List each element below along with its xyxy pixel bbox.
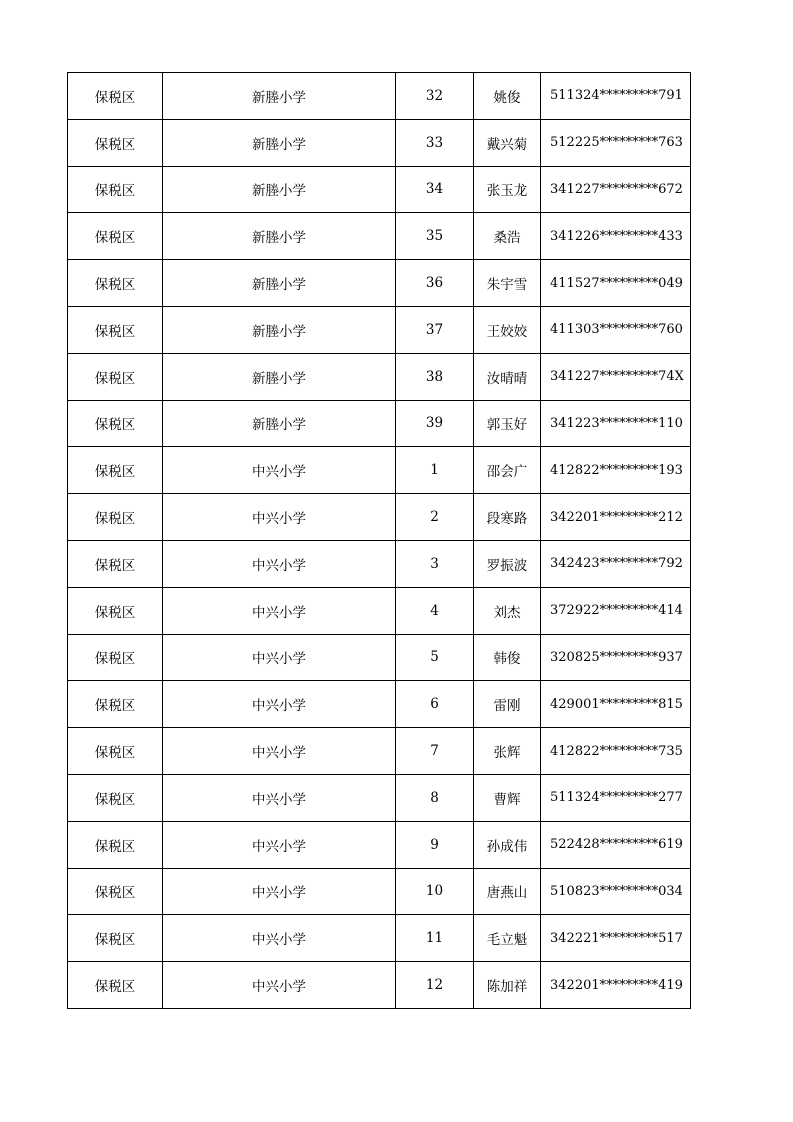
district-cell: 保税区 [68,774,163,821]
district-cell: 保税区 [68,962,163,1009]
district-cell: 保税区 [68,681,163,728]
name-cell: 桑浩 [474,213,541,260]
id-number-cell: 342221*********517 [541,915,691,962]
school-cell: 中兴小学 [163,868,396,915]
district-cell: 保税区 [68,868,163,915]
table-row [68,774,691,821]
name-cell: 陈加祥 [474,962,541,1009]
id-number-cell: 342201*********212 [541,494,691,541]
name-cell: 刘杰 [474,587,541,634]
number-cell: 6 [396,681,474,728]
school-cell: 中兴小学 [163,774,396,821]
name-cell: 雷刚 [474,681,541,728]
school-cell: 中兴小学 [163,915,396,962]
table-row [68,447,691,494]
number-cell: 32 [396,73,474,120]
district-cell: 保税区 [68,400,163,447]
table-row [68,353,691,400]
table-row [68,962,691,1009]
name-cell: 姚俊 [474,73,541,120]
id-number-cell: 372922*********414 [541,587,691,634]
district-cell: 保税区 [68,306,163,353]
table-row [68,306,691,353]
district-cell: 保税区 [68,213,163,260]
table-row [68,119,691,166]
id-number-cell: 342423*********792 [541,540,691,587]
number-cell: 33 [396,119,474,166]
district-cell: 保税区 [68,119,163,166]
table-row [68,494,691,541]
spreadsheet-page [67,72,691,1009]
id-number-cell: 511324*********277 [541,774,691,821]
school-cell: 新塍小学 [163,306,396,353]
number-cell: 2 [396,494,474,541]
school-cell: 中兴小学 [163,587,396,634]
district-cell: 保税区 [68,353,163,400]
name-cell: 郭玉好 [474,400,541,447]
school-cell: 新塍小学 [163,400,396,447]
table-row [68,587,691,634]
district-cell: 保税区 [68,915,163,962]
number-cell: 7 [396,728,474,775]
district-cell: 保税区 [68,540,163,587]
number-cell: 35 [396,213,474,260]
number-cell: 11 [396,915,474,962]
table-row [68,728,691,775]
id-number-cell: 411527*********049 [541,260,691,307]
table-row [68,634,691,681]
name-cell: 毛立魁 [474,915,541,962]
district-cell: 保税区 [68,587,163,634]
id-number-cell: 412822*********193 [541,447,691,494]
id-number-cell: 320825*********937 [541,634,691,681]
table-row [68,73,691,120]
name-cell: 朱宇雪 [474,260,541,307]
school-cell: 中兴小学 [163,821,396,868]
name-cell: 段寒路 [474,494,541,541]
district-cell: 保税区 [68,494,163,541]
number-cell: 4 [396,587,474,634]
id-number-cell: 341227*********74X [541,353,691,400]
id-number-cell: 411303*********760 [541,306,691,353]
id-number-cell: 511324*********791 [541,73,691,120]
id-number-cell: 412822*********735 [541,728,691,775]
name-cell: 孙成伟 [474,821,541,868]
number-cell: 39 [396,400,474,447]
name-cell: 戴兴菊 [474,119,541,166]
roster-table-body [68,73,691,1009]
number-cell: 9 [396,821,474,868]
name-cell: 汝晴晴 [474,353,541,400]
number-cell: 10 [396,868,474,915]
table-row [68,166,691,213]
id-number-cell: 512225*********763 [541,119,691,166]
id-number-cell: 341226*********433 [541,213,691,260]
table-row [68,213,691,260]
number-cell: 38 [396,353,474,400]
id-number-cell: 522428*********619 [541,821,691,868]
id-number-cell: 510823*********034 [541,868,691,915]
school-cell: 中兴小学 [163,728,396,775]
id-number-cell: 341223*********110 [541,400,691,447]
school-cell: 中兴小学 [163,540,396,587]
school-cell: 新塍小学 [163,119,396,166]
school-cell: 中兴小学 [163,634,396,681]
table-row [68,915,691,962]
number-cell: 1 [396,447,474,494]
number-cell: 37 [396,306,474,353]
name-cell: 王姣姣 [474,306,541,353]
district-cell: 保税区 [68,447,163,494]
id-number-cell: 341227*********672 [541,166,691,213]
school-cell: 中兴小学 [163,962,396,1009]
school-cell: 新塍小学 [163,353,396,400]
school-cell: 中兴小学 [163,447,396,494]
number-cell: 12 [396,962,474,1009]
district-cell: 保税区 [68,821,163,868]
school-cell: 新塍小学 [163,260,396,307]
id-number-cell: 429001*********815 [541,681,691,728]
table-row [68,681,691,728]
name-cell: 张玉龙 [474,166,541,213]
school-cell: 新塍小学 [163,73,396,120]
name-cell: 邵会广 [474,447,541,494]
table-row [68,400,691,447]
name-cell: 罗振波 [474,540,541,587]
district-cell: 保税区 [68,166,163,213]
school-cell: 中兴小学 [163,681,396,728]
school-cell: 新塍小学 [163,213,396,260]
name-cell: 张辉 [474,728,541,775]
number-cell: 5 [396,634,474,681]
district-cell: 保税区 [68,634,163,681]
district-cell: 保税区 [68,73,163,120]
table-row [68,821,691,868]
name-cell: 唐燕山 [474,868,541,915]
number-cell: 8 [396,774,474,821]
table-row [68,868,691,915]
name-cell: 韩俊 [474,634,541,681]
table-row [68,540,691,587]
table-row [68,260,691,307]
number-cell: 36 [396,260,474,307]
roster-table [67,72,691,1009]
district-cell: 保税区 [68,260,163,307]
district-cell: 保税区 [68,728,163,775]
id-number-cell: 342201*********419 [541,962,691,1009]
school-cell: 中兴小学 [163,494,396,541]
number-cell: 3 [396,540,474,587]
name-cell: 曹辉 [474,774,541,821]
school-cell: 新塍小学 [163,166,396,213]
number-cell: 34 [396,166,474,213]
